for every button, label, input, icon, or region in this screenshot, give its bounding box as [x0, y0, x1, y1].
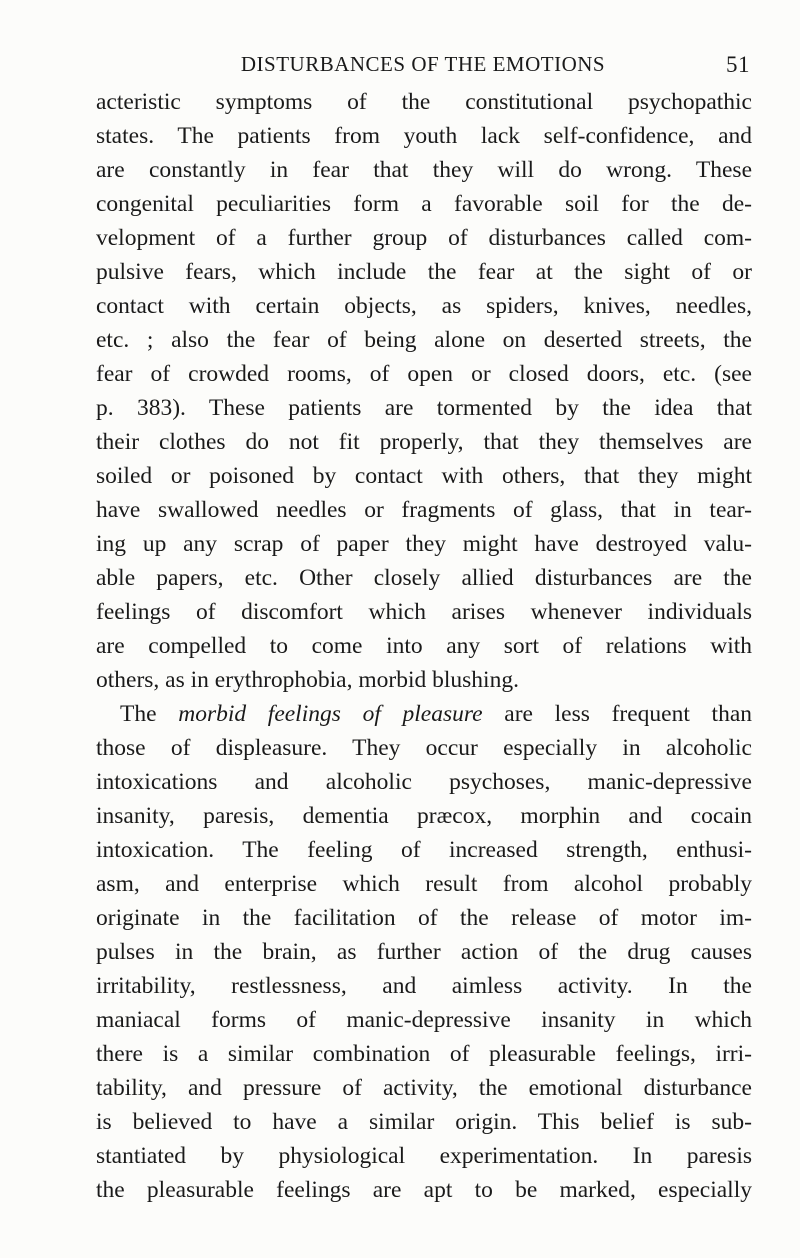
text-line: velopment of a further group of disturbances called com- — [96, 225, 752, 251]
text-span: The — [120, 701, 179, 727]
text-line: etc. ; also the fear of being alone on deserted streets, the — [96, 327, 752, 353]
text-line: soiled or poisoned by contact with others, that they might — [96, 463, 752, 489]
text-line: congenital peculiarities form a favorable soil for the de- — [96, 191, 752, 217]
page-header — [96, 52, 750, 82]
text-line: there is a similar combination of pleasurable feelings, irri- — [96, 1041, 752, 1067]
body-text — [96, 85, 752, 1207]
text-line: originate in the facilitation of the release of motor im- — [96, 905, 752, 931]
text-line: have swallowed needles or fragments of glass, that in tear- — [96, 497, 752, 523]
text-line: the pleasurable feelings are apt to be marked, especially — [96, 1177, 752, 1203]
text-line: are constantly in fear that they will do wrong. These — [96, 157, 752, 183]
text-line: states. The patients from youth lack self-confidence, and — [96, 123, 752, 149]
text-line: pulsive fears, which include the fear at the sight of or — [96, 259, 752, 285]
text-line: asm, and enterprise which result from alcohol probably — [96, 871, 752, 897]
text-line: those of displeasure. They occur especially in alcoholic — [96, 735, 752, 761]
text-line: is believed to have a similar origin. This belief is sub- — [96, 1109, 752, 1135]
running-title: DISTURBANCES OF THE EMOTIONS — [240, 52, 606, 76]
text-line: pulses in the brain, as further action of the drug causes — [96, 939, 752, 965]
text-span: are less frequent than — [482, 701, 752, 727]
text-line: insanity, paresis, dementia præcox, morphin and cocain — [96, 803, 752, 829]
text-line: feelings of discomfort which arises whenever individuals — [96, 599, 752, 625]
text-line: their clothes do not fit properly, that they themselves are — [96, 429, 752, 455]
text-line: irritability, restlessness, and aimless activity. In the — [96, 973, 752, 999]
text-line: fear of crowded rooms, of open or closed doors, etc. (see — [96, 361, 752, 387]
text-line: p. 383). These patients are tormented by the idea that — [96, 395, 752, 421]
italic-term: morbid feelings of pleasure — [178, 701, 483, 727]
text-line: are compelled to come into any sort of relations with — [96, 633, 752, 659]
paragraph-2 — [96, 697, 752, 1207]
text-line: able papers, etc. Other closely allied disturbances are the — [96, 565, 752, 591]
text-line: intoxications and alcoholic psychoses, manic-depressive — [96, 769, 752, 795]
text-line: maniacal forms of manic-depressive insanity in which — [96, 1007, 752, 1033]
text-line: acteristic symptoms of the constitutional psychopathic — [96, 89, 752, 115]
text-line: intoxication. The feeling of increased strength, enthusi- — [96, 837, 752, 863]
page-number: 51 — [726, 52, 750, 77]
text-line — [96, 697, 752, 731]
text-line: stantiated by physiological experimentation. In paresis — [96, 1143, 752, 1169]
text-line: others, as in erythrophobia, morbid blushing. — [96, 667, 519, 693]
text-line: contact with certain objects, as spiders, knives, needles, — [96, 293, 752, 319]
paragraph-1 — [96, 85, 752, 697]
text-line: tability, and pressure of activity, the emotional disturbance — [96, 1075, 752, 1101]
text-line: ing up any scrap of paper they might have destroyed valu- — [96, 531, 752, 557]
